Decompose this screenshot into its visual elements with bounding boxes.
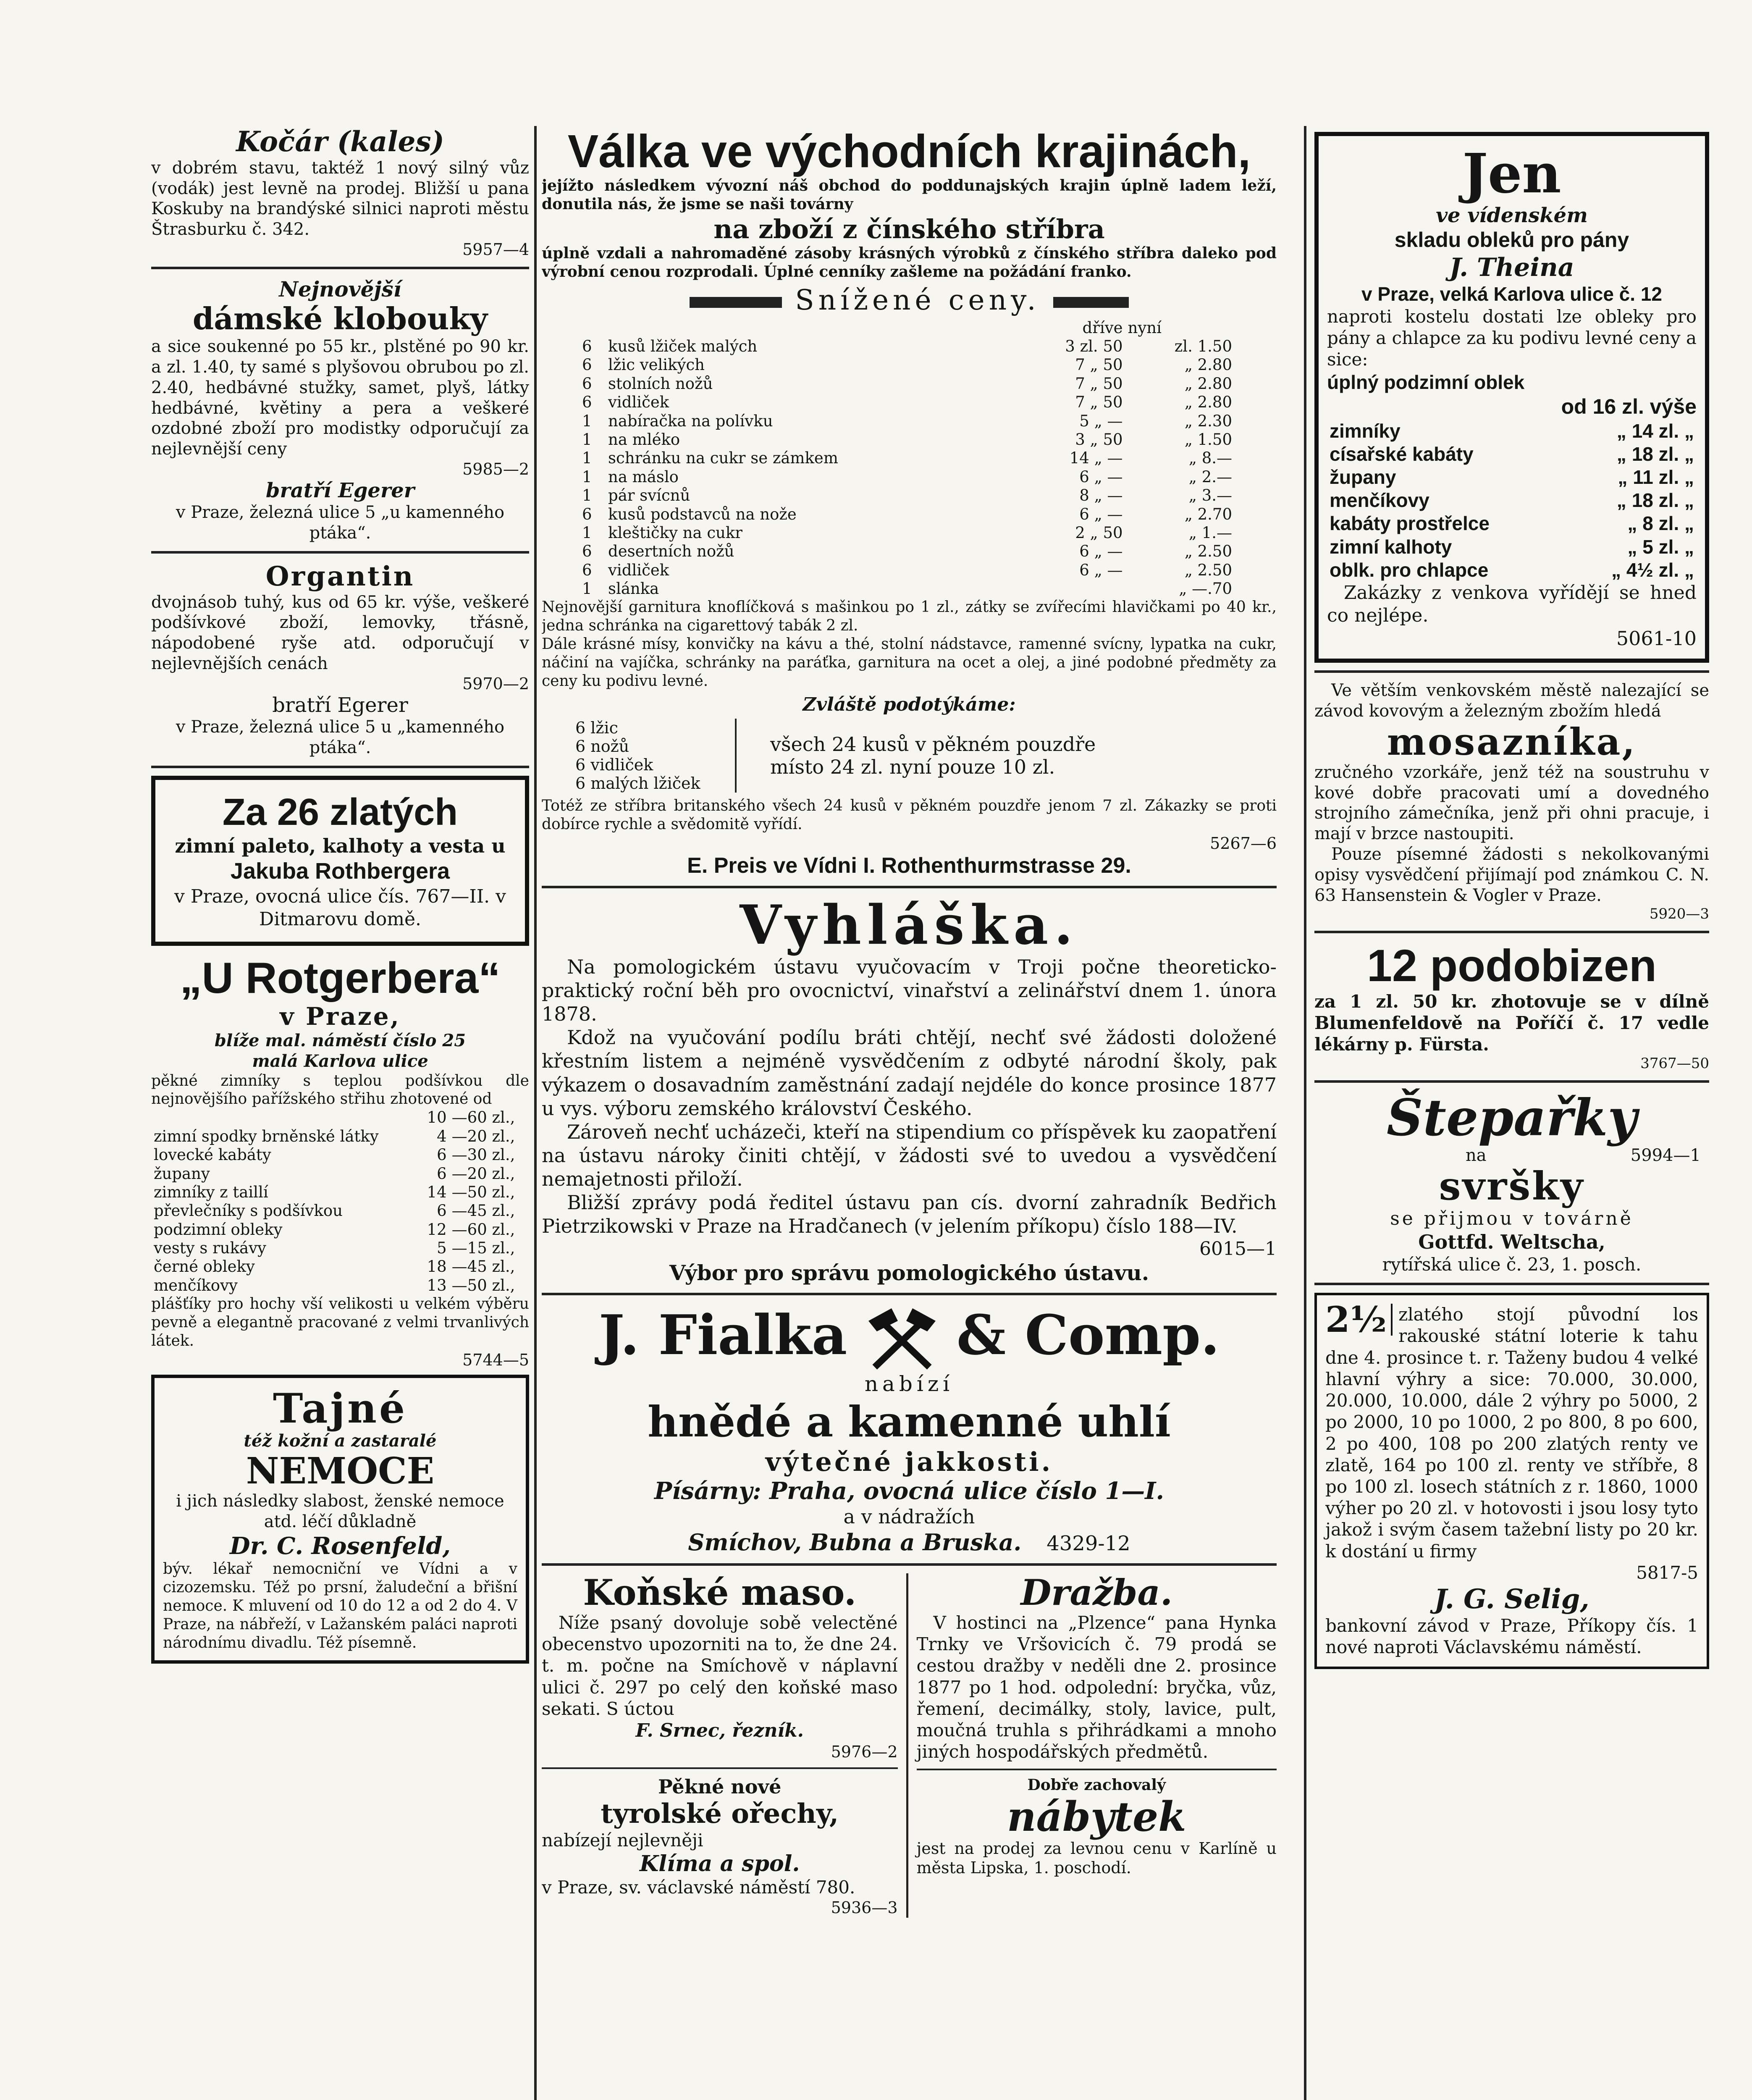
item-cell: zimní kalhoty <box>1330 536 1452 558</box>
ad-title: Tajné <box>273 1385 408 1433</box>
ad-na: na <box>1466 1145 1487 1165</box>
ad-tajne <box>151 1375 529 1664</box>
ad-intro: pěkné zimníky s teplou podšívkou dle nejnovějšího pařížského střihu zhotovené od <box>151 1072 529 1108</box>
qty-cell: 1 <box>582 523 592 542</box>
ad-title: „U Rotgerbera“ <box>180 953 501 1003</box>
list-item: 6 vidliček <box>575 756 653 774</box>
table-row <box>151 1108 529 1127</box>
column-left <box>151 126 529 1669</box>
ad-ref: 5817-5 <box>1636 1562 1698 1583</box>
ad-ref: 4329-12 <box>1046 1531 1130 1555</box>
column-right <box>1314 126 1709 1674</box>
qty-cell: 6 <box>582 356 592 374</box>
divider <box>542 886 1277 888</box>
table-row <box>580 524 1235 542</box>
ad-firm: J. G. Selig, <box>1434 1583 1589 1615</box>
price-before-cell: 8 „ — <box>1079 486 1123 505</box>
ad-name: Gottfd. Weltscha, <box>1418 1230 1605 1253</box>
ad-address: v Praze, velká Karlova ulice č. 12 <box>1361 283 1662 305</box>
item-cell: vesty s rukávy <box>154 1239 266 1257</box>
ad-text: i jich následky slabost, ženské nemoce atd. léčí důkladně <box>176 1491 504 1532</box>
price-cell: „ 14 zl. „ <box>1616 420 1694 442</box>
qty-cell: 6 <box>582 542 592 561</box>
ad-ref: 5936—3 <box>831 1898 898 1917</box>
price-to-cell: —20 zl., <box>451 1127 515 1145</box>
price-from-cell: 6 <box>437 1146 447 1164</box>
table-row <box>151 1202 529 1220</box>
ad-title: nábytek <box>1007 1793 1186 1840</box>
now-header: nyní <box>1128 318 1162 337</box>
item-cell: nabíračka na polívku <box>608 412 773 430</box>
ad-drazba <box>917 1573 1277 1763</box>
ad-title: Organtin <box>265 560 415 592</box>
price-now-cell: „ 1.50 <box>1184 430 1232 449</box>
table-row <box>1327 536 1697 559</box>
ad-text: Totéž ze stříbra britanského všech 24 kusů v pěkném pouzdře jenom 7 zl. Zákazky se proti dobírce rychle a svědomitě vyřídí. <box>542 797 1277 833</box>
ad-text: V hostinci na „Plzence“ pana Hynka Trnky ve Vršovicích č. 79 prodá se cestou dražby v neděli dne 2. prosince 1877 po 1 hod. odpolední: bryčka, vůz, řemení, decimálky, stoly, lavice, pult, moučná truhla s přihrádkami a mnoho jiných hospodářských předmětů. <box>916 1612 1277 1762</box>
table-row <box>151 1257 529 1276</box>
price-before-cell <box>1016 580 1125 598</box>
table-row <box>580 430 1235 449</box>
ad-special: Zvláště podotýkáme: <box>803 694 1016 716</box>
ad-rotgerber <box>151 954 529 1370</box>
divider <box>542 1767 898 1769</box>
table-row <box>580 337 1235 356</box>
ad-text: Níže psaný dovoluje sobě velectěné obecenstvo upozorniti na to, že dne 24. t. m. počne na Smíchově v náplavní ulici č. 297 po celý den koňské maso sekati. S úctou <box>542 1612 898 1719</box>
firm-name: J. Fialka <box>598 1302 847 1367</box>
ad-ref: 5985—2 <box>462 460 529 479</box>
table-row <box>580 393 1235 412</box>
ad-title: Kočár (kales) <box>236 126 444 158</box>
ad-text: a sice soukenné po 55 kr., plstěné po 90 kr. a zl. 1.40, ty samé s plyšovou obrubou po zl. 2.40, hedbávné stužky, samet, plyš, látky hedbávné, květiny a pera a veškeré ozdobné zboží pro modistky odporučují za nejlevnější ceny <box>151 337 529 459</box>
list-item: 6 nožů <box>575 737 629 756</box>
ad-ref: 5976—2 <box>831 1742 898 1761</box>
ad-ref: 5970—2 <box>462 674 529 693</box>
set-text: všech 24 kusů v pěkném pouzdře místo 24 zl. nyní pouze 10 zl. <box>770 733 1096 779</box>
ad-kicker: Nejnovější <box>279 277 401 302</box>
column-middle <box>542 126 1277 1918</box>
ad-title: Jen <box>1462 142 1561 205</box>
ad-orechy <box>542 1775 898 1918</box>
price-from-cell: 18 <box>427 1257 447 1276</box>
ad-text: Nejnovější garnitura knoflíčková s mašinkou po 1 zl., zátky se zvířecími hlavičkami po 40 kr., jedna schránka na cigarettový tabák 2 zl. <box>542 598 1277 635</box>
item-cell: vidliček <box>608 561 669 579</box>
table-row <box>151 1165 529 1183</box>
table-row <box>1327 443 1697 466</box>
item-cell: vidliček <box>608 393 669 412</box>
item-header <box>606 319 1016 337</box>
price-before-cell: 14 „ — <box>1069 449 1123 467</box>
ad-sub: též kožní a zastaralé <box>244 1431 437 1451</box>
table-row <box>151 1183 529 1202</box>
ad-ref: 5744—5 <box>462 1350 529 1369</box>
item-cell: menčíkovy <box>1330 489 1429 512</box>
divider <box>542 1563 1277 1566</box>
ad-title-row <box>542 1303 1277 1372</box>
ad-quality: výtečné jakkosti. <box>765 1446 1053 1478</box>
price-to-cell: —45 zl., <box>451 1257 515 1276</box>
qty-cell: 1 <box>582 486 592 505</box>
ad-loterie <box>1314 1293 1709 1669</box>
ad-sign: F. Srnec, řezník. <box>635 1720 804 1742</box>
ad-big: NEMOCE <box>246 1449 435 1492</box>
item-cell: na mléko <box>608 430 680 449</box>
ad-fialka <box>542 1303 1277 1556</box>
price-before-cell: 5 „ — <box>1079 412 1123 430</box>
price-from-cell: 5 <box>437 1239 447 1257</box>
ad-text: bankovní závod v Praze, Příkopy čís. 1 nové naproti Václavskému náměstí. <box>1325 1615 1698 1658</box>
qty-header <box>580 319 606 337</box>
table-row <box>151 1221 529 1239</box>
ad-mosaznik <box>1314 680 1709 923</box>
ad-para: Kdož na vyučování podílu bráti chtějí, nechť své žádosti doložené křestním listem a nejméně vysvědčením z odbyté národní školy, pak výkazem o dosavadním zaměstnání zadají nejdéle do konce prosince 1877 u vys. výboru zemského království Českého. <box>542 1026 1277 1120</box>
price-to-cell: —45 zl., <box>451 1202 515 1220</box>
price-from-cell: 4 <box>437 1127 447 1145</box>
table-row <box>580 505 1235 524</box>
table-row <box>580 486 1235 505</box>
divider <box>151 551 529 554</box>
ad-stations: Smíchov, Bubna a Bruska. <box>688 1528 1022 1556</box>
table-row <box>151 1276 529 1295</box>
price-from-cell: 14 <box>427 1183 447 1201</box>
ad-text: býv. lékař nemocniční ve Vídni a v cizozemsku. Též po prsní, žaludeční a břišní nemoce. K mluvení od 10 do 12 a od 2 do 4. V Praze, na nábřeží, v Lažanském paláci naproti národnímu divadlu. Též písemně. <box>163 1560 517 1651</box>
table-row <box>580 561 1235 580</box>
ad-text: a v nádražích <box>843 1505 975 1528</box>
price-now-cell: „ 8.— <box>1188 449 1232 467</box>
ad-text: skladu obleků pro pány <box>1394 228 1629 252</box>
qty-cell: 1 <box>582 467 592 486</box>
ad-ref: 5061-10 <box>1616 627 1697 650</box>
price-table <box>151 1108 529 1295</box>
ad-firm: E. Preis ve Vídni I. Rothenthurmstrasse 29. <box>687 853 1131 878</box>
ad-text: dvojnásob tuhý, kus od 65 kr. výše, veškeré podšívkové zboží, lemovky, třásně, nápodobené ryše atd. odporučují v nejlevnějších cenách <box>151 592 529 673</box>
table-row <box>580 580 1235 598</box>
price-now-cell: „ —.70 <box>1179 580 1232 598</box>
ad-title: 12 podobizen <box>1366 940 1657 991</box>
ad-klobouky <box>151 277 529 543</box>
ad-para: Zároveň nechť ucházeči, kteří na stipendium co příspěvek ku zaopatření na ústavu nároky činiti chtějí, v žádosti své to uvedou a vysvědčení nemajetnosti přiloží. <box>542 1120 1277 1190</box>
ad-firm: J. Theina <box>1449 252 1574 282</box>
divider <box>542 1293 1277 1295</box>
ad-lead-price: od 16 zl. výše <box>1561 394 1697 418</box>
price-now-cell: „ 2.80 <box>1184 393 1232 412</box>
divider <box>1314 1080 1709 1083</box>
price-from-cell: 12 <box>427 1220 447 1239</box>
firm-comp: & Comp. <box>956 1302 1220 1367</box>
ad-sign: Výbor pro správu pomologického ústavu. <box>669 1260 1149 1285</box>
price-from-cell: 13 <box>427 1276 447 1294</box>
item-cell: pár svícnů <box>608 486 690 505</box>
ad-para: Bližší zprávy podá ředitel ústavu pan cís. dvorní zahradník Bedřich Pietrzikowski v Praze na Hradčanech (v jelením příkopu) číslo 188—IV. <box>542 1191 1277 1238</box>
table-row <box>580 449 1235 467</box>
bottom-left-ads <box>542 1573 908 1918</box>
price-banner: Snížené ceny. <box>542 284 1277 316</box>
qty-cell: 6 <box>582 561 592 579</box>
price-before-cell: 2 „ 50 <box>1075 523 1123 542</box>
price-to-cell: —50 zl., <box>451 1183 515 1201</box>
qty-cell: 6 <box>582 337 592 356</box>
item-cell: císařské kabáty <box>1330 443 1474 465</box>
table-row <box>580 542 1235 561</box>
stations-row <box>542 1529 1277 1556</box>
item-cell: oblk. pro chlapce <box>1330 559 1489 581</box>
table-row <box>580 375 1235 393</box>
ad-za26 <box>151 776 529 946</box>
price-cell: „ 4½ zl. „ <box>1611 559 1694 581</box>
item-cell: župany <box>154 1164 210 1183</box>
ad-organtin <box>151 561 529 758</box>
price-table <box>1327 420 1697 582</box>
ad-firm: bratří Egerer <box>272 693 408 717</box>
ad-ref: 5994—1 <box>1630 1145 1701 1165</box>
table-row <box>151 1127 529 1146</box>
ad-ref: 5267—6 <box>1210 834 1277 853</box>
table-row <box>1327 489 1697 512</box>
table-row <box>1327 420 1697 443</box>
price-to-cell: —30 zl., <box>451 1146 515 1164</box>
item-cell: lovecké kabáty <box>154 1146 271 1164</box>
qty-cell: 1 <box>582 580 592 598</box>
table-row <box>580 412 1235 430</box>
item-cell: na máslo <box>608 467 679 486</box>
price-now-cell: „ 2.50 <box>1184 561 1232 579</box>
ad-text: se přijmou v továrně <box>1390 1208 1634 1230</box>
ad-address: v Praze, železná ulice 5 u „kamenného ptáka“. <box>176 717 505 757</box>
price-before-cell: 7 „ 50 <box>1075 393 1123 412</box>
ad-title: Koňské maso. <box>583 1571 857 1613</box>
ad-nabytek <box>917 1776 1277 1878</box>
ad-outro: plášťíky pro hochy vší velikosti u velkém výběru pevně a elegantně pracované z velmi trvanlivých látek. <box>151 1295 529 1350</box>
item-cell: převlečníky s podšívkou <box>154 1202 343 1220</box>
table-row <box>1327 559 1697 582</box>
ad-text: naproti kostelu dostati lze obleky pro pány a chlapce za ku podivu levné ceny a sice: <box>1327 306 1697 370</box>
qty-cell: 6 <box>582 505 592 523</box>
price-before-cell: 6 „ — <box>1079 505 1123 523</box>
price-before-cell: 7 „ 50 <box>1075 374 1123 393</box>
ad-title: Štepařky <box>1386 1088 1637 1147</box>
set-offer <box>575 719 1277 793</box>
ad-text: v dobrém stavu, taktéž 1 nový silný vůz (vodák) jest levně na prodej. Bližší u pana Koskuby na brandýské silnici naproti městu Štrasburku č. 342. <box>151 158 529 239</box>
divider <box>1314 670 1709 673</box>
price-cell: „ 8 zl. „ <box>1627 512 1694 535</box>
ad-title: Vyhláška. <box>740 894 1079 957</box>
ad-product: hnědé a kamenné uhlí <box>648 1397 1171 1447</box>
ad-lead: úplný podzimní oblek <box>1327 371 1525 393</box>
ad-office: Písárny: Praha, ovocná ulice číslo 1—I. <box>654 1477 1164 1505</box>
ad-doctor: Dr. C. Rosenfeld, <box>230 1532 451 1560</box>
ad-jen <box>1314 132 1709 663</box>
ad-text: Dále krásné mísy, konvičky na kávu a thé, stolní nádstavce, ramenné svícny, lypatka na cukr, náčiní na vajíčka, schránky na paráťka, garnitura na ocet a olej, a jiné podobné předměty za ceny ku podivu levné. <box>542 635 1277 690</box>
price-now-cell: „ 2.— <box>1188 467 1232 486</box>
price-from-cell: 6 <box>437 1164 447 1183</box>
ad-text: Pouze písemné žádosti s nekolkovanými opisy vysvědčení přijímají pod známkou C. N. 63 Hansenstein & Vogler v Praze. <box>1314 845 1709 905</box>
ad-para: Na pomologickém ústavu vyučovacím v Troji počne theoreticko-praktický roční běh pro ovocnictví, vinařství a zelinářství dnem 1. února 1878. <box>542 955 1277 1026</box>
price-now-cell: „ 2.30 <box>1184 412 1232 430</box>
list-item: 6 malých lžiček <box>575 774 700 793</box>
item-cell: černé obleky <box>154 1257 255 1276</box>
ad-valka <box>542 126 1277 878</box>
ad-podobizen <box>1314 941 1709 1073</box>
ad-title: Dražba. <box>1020 1571 1173 1613</box>
ad-address: v Praze, sv. václavské náměstí 780. <box>542 1877 855 1898</box>
ad-text: zimní paleto, kalhoty a vesta u <box>175 835 506 858</box>
table-row <box>1327 466 1697 489</box>
item-cell: desertních nožů <box>608 542 734 561</box>
ad-text: jest na prodej za levnou cenu v Karlíně u města Lipska, 1. poschodí. <box>916 1839 1277 1877</box>
qty-cell: 1 <box>582 430 592 449</box>
item-cell: kusů lžiček malých <box>608 337 758 356</box>
price-from-cell: 6 <box>437 1202 447 1220</box>
item-cell: zimní spodky brněnské látky <box>154 1127 379 1145</box>
qty-cell: 6 <box>582 374 592 393</box>
ad-text: Zakázky z venkova vyřídějí se hned co nejlépe. <box>1327 582 1697 626</box>
ad-sub: ve vídenském <box>1436 203 1588 227</box>
item-cell: schránku na cukr se zámkem <box>608 449 838 467</box>
qty-cell: 1 <box>582 412 592 430</box>
ad-text: nabízejí nejlevněji <box>542 1830 703 1851</box>
item-cell: zimníky z taillí <box>154 1183 268 1201</box>
item-cell: zimníky <box>1330 420 1401 442</box>
ad-address: rytířská ulice č. 23, 1. posch. <box>1382 1254 1642 1275</box>
item-cell <box>151 1108 420 1127</box>
price-to-cell: —20 zl., <box>451 1164 515 1183</box>
crossed-hammers-icon <box>866 1308 938 1371</box>
price-to-cell: —60 zl., <box>451 1220 515 1239</box>
item-cell: lžic velikých <box>608 356 705 374</box>
item-cell: župany <box>1330 466 1396 488</box>
table-row <box>580 319 1235 337</box>
table-row <box>151 1239 529 1257</box>
divider <box>917 1769 1277 1770</box>
item-cell: podzimní obleky <box>154 1220 283 1239</box>
price-cell: „ 18 zl. „ <box>1616 489 1694 512</box>
ad-kicker: Pěkné nové <box>658 1775 782 1798</box>
divider <box>151 267 529 269</box>
ad-sub: svršky <box>1439 1163 1585 1209</box>
price-now-cell: „ 2.80 <box>1184 356 1232 374</box>
ad-text: Ve větším venkovském městě nalezající se závod kovovým a železným zbožím hledá <box>1314 681 1709 721</box>
ad-firm: bratří Egerer <box>265 479 415 503</box>
price-before-cell: 6 „ — <box>1079 467 1123 486</box>
divider <box>151 766 529 768</box>
ad-ref: 5957—4 <box>462 240 529 259</box>
ad-title: Za 26 zlatých <box>222 791 458 833</box>
ad-address: v Praze, ovocná ulice čís. 767—II. v Ditmarovu domě. <box>174 886 506 930</box>
divider <box>1314 1283 1709 1285</box>
item-cell: menčíkovy <box>154 1276 238 1294</box>
price-now-cell: „ 2.80 <box>1184 374 1232 393</box>
ad-kicker: Dobře zachovalý <box>1027 1776 1166 1794</box>
bottom-right-ads <box>917 1573 1277 1918</box>
price-before-cell: 7 „ 50 <box>1075 356 1123 374</box>
ad-title: tyrolské ořechy, <box>601 1798 839 1830</box>
ad-body: zlatého stojí původní los rakouské státní loterie k tahu dne 4. prosince t. r. Taženy budou 4 velké hlavní výhry a sice: 70.000, 30.000, 20.000, 10.000, dále 2 výhry po 5000, 2 po 2000, 10 po 1000, 2 po 800, 8 po 600, 2 po 400, 108 po 200 zlatých renty ve zlatě, 164 po 100 zl. renty ve stříbře, 8 po 100 zl. losech státních z r. 1860, 1000 výher po 20 zl. v hotovosti i jsou losy tyto jakož i svým časem tažební listy po 20 kr. k dostání u firmy <box>1325 1304 1698 1562</box>
item-cell: kusů podstavců na nože <box>608 505 797 523</box>
divider <box>1314 931 1709 933</box>
table-row <box>580 468 1235 486</box>
item-cell: stolních nožů <box>608 374 713 393</box>
item-cell: kleštičky na cukr <box>608 523 742 542</box>
price-to-cell: —60 zl., <box>451 1108 515 1127</box>
ad-text: zručného vzorkáře, jenž též na soustruhu v kové dobře pracovati umí a dovedného strojního zámečníka, jenž při ohni pracuje, i mají v brzce nastoupiti. <box>1314 762 1709 844</box>
ad-steparky <box>1314 1090 1709 1275</box>
table-row <box>1327 512 1697 535</box>
ad-title: mosazníka, <box>1387 720 1637 764</box>
ad-city: v Praze, <box>280 1002 401 1031</box>
ad-text: nabízí <box>864 1372 954 1396</box>
price-cell: „ 5 zl. „ <box>1627 536 1694 558</box>
price-table <box>580 319 1235 598</box>
ad-text <box>1325 1299 1698 1562</box>
ad-fraction: 2½ <box>1325 1304 1393 1336</box>
price-now-cell: „ 3.— <box>1188 486 1232 505</box>
ad-konske <box>542 1573 898 1762</box>
ad-title: dámské klobouky <box>192 301 488 337</box>
ad-name: Jakuba Rothbergera <box>230 858 450 884</box>
table-row <box>151 1146 529 1164</box>
ad-location: malá Karlova ulice <box>252 1051 428 1071</box>
ad-address: v Praze, železná ulice 5 „u kamenného ptáka“. <box>176 503 505 543</box>
list-item: 6 lžic <box>575 719 618 738</box>
ad-ref: 6015—1 <box>1199 1238 1277 1260</box>
ad-ref: 5920—3 <box>1649 906 1709 923</box>
ad-ref: 3767—50 <box>1640 1055 1709 1072</box>
price-now-cell: „ 2.70 <box>1184 505 1232 523</box>
price-before-cell: 6 „ — <box>1079 542 1123 561</box>
set-items <box>575 719 737 793</box>
bottom-ads-row <box>542 1573 1277 1918</box>
price-to-cell: —15 zl., <box>451 1239 515 1257</box>
price-now-cell: zl. 1.50 <box>1174 337 1232 356</box>
price-before-cell: 3 „ 50 <box>1075 430 1123 449</box>
ad-title: Válka ve východních krajinách, <box>567 126 1251 177</box>
ad-location: blíže mal. náměstí číslo 25 <box>214 1030 466 1050</box>
ad-firm: Klíma a spol. <box>640 1851 800 1877</box>
price-from-cell: 10 <box>427 1108 447 1127</box>
column-rule-right <box>1304 126 1306 2100</box>
table-row <box>580 356 1235 374</box>
ad-kocar <box>151 126 529 259</box>
price-before-cell: 6 „ — <box>1079 561 1123 579</box>
qty-cell: 6 <box>582 393 592 412</box>
ad-text: úplně vzdali a nahromaděné zásoby krásných výrobků z čínského stříbra daleko pod výrobní cenou rozprodali. Úplné cenníky zašleme na požádání franko. <box>542 244 1277 281</box>
price-now-cell: „ 1.— <box>1188 523 1232 542</box>
ad-vyhlaska <box>542 896 1277 1285</box>
price-cell: „ 18 zl. „ <box>1616 443 1694 465</box>
price-now-cell: „ 2.50 <box>1184 542 1232 561</box>
price-cell: „ 11 zl. „ <box>1618 466 1694 488</box>
before-header: dříve <box>1082 318 1123 337</box>
price-to-cell: —50 zl., <box>451 1276 515 1294</box>
price-before-cell: 3 zl. 50 <box>1065 337 1123 356</box>
qty-cell: 1 <box>582 449 592 467</box>
ad-na-row <box>1314 1146 1709 1165</box>
item-cell: kabáty prostřelce <box>1330 512 1490 535</box>
item-cell: slánka <box>608 580 659 598</box>
ad-sub: na zboží z čínského stříbra <box>713 213 1105 244</box>
ad-text: jejížto následkem vývozní náš obchod do poddunajských krajin úplně ladem leží, donutila nás, že jsme se naši továrny <box>542 177 1277 213</box>
column-rule-left <box>534 126 537 2100</box>
ad-text: za 1 zl. 50 kr. zhotovuje se v dílně Blumenfeldově na Poříčí č. 17 vedle lékárny p. Fürsta. <box>1314 991 1709 1055</box>
